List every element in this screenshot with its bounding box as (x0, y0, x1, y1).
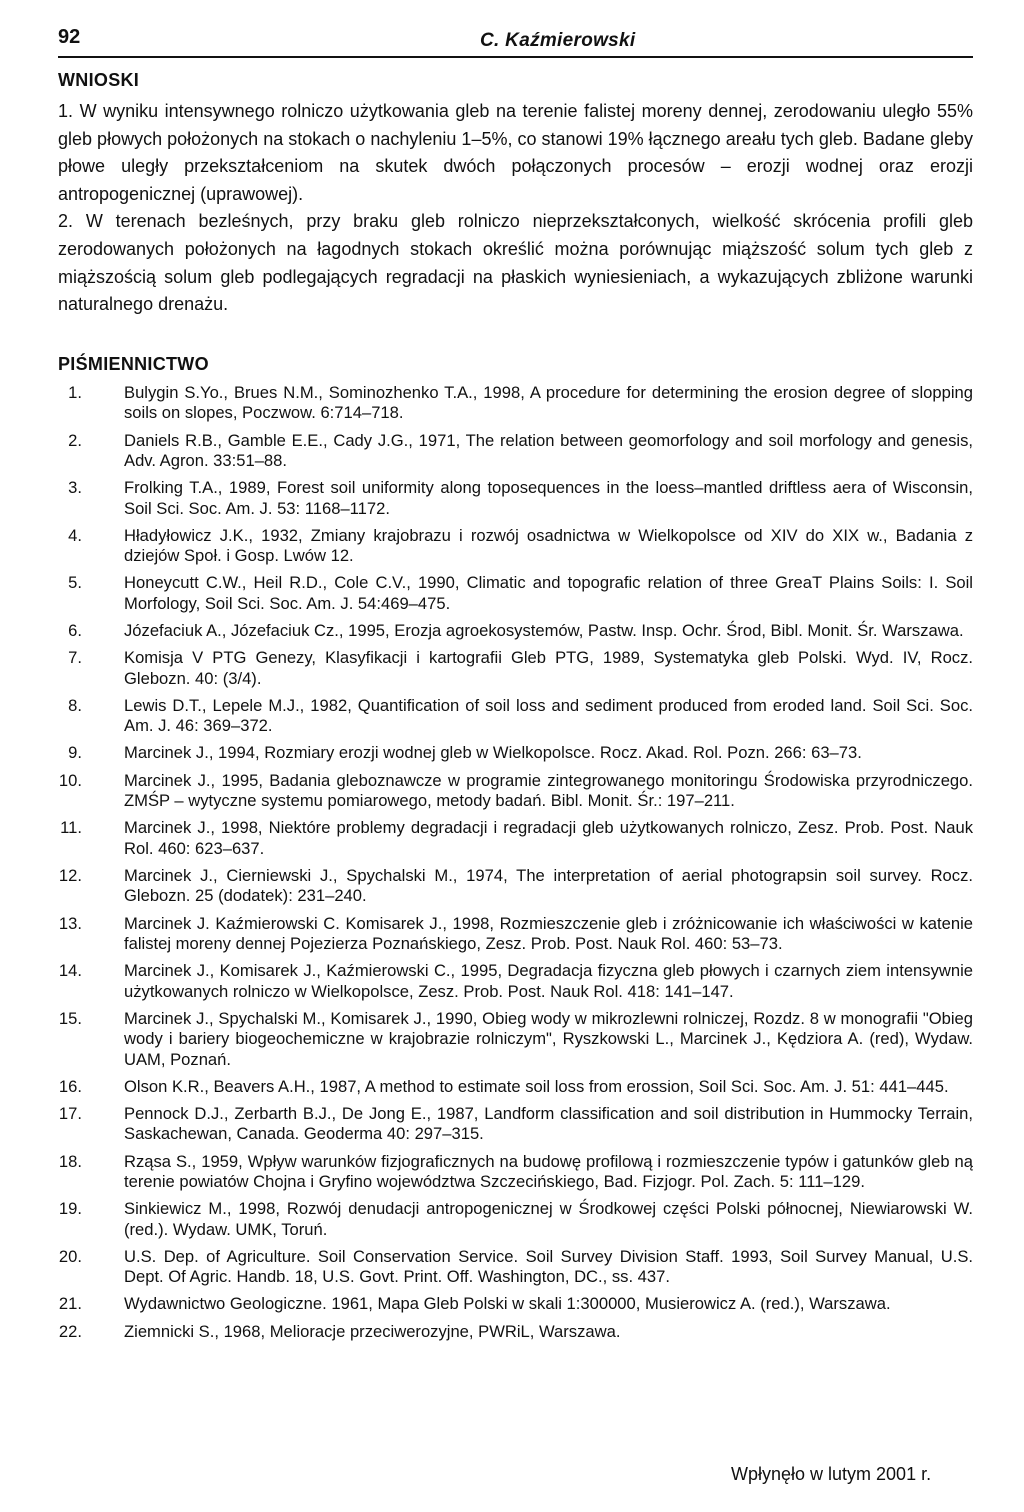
reference-number: 6. (68, 621, 82, 641)
conclusions-heading: WNIOSKI (58, 70, 140, 90)
reference-number: 13. (58, 913, 82, 933)
reference-text: Marcinek J. Kaźmierowski C. Komisarek J., 1998, Rozmieszczenie gleb i zróżnicowanie ich właściwości w katenie falistej moreny dennej Pojezierza Poznańskiego, Zesz. Prob. Post. Nauk Rol. 460: 53–73. (124, 913, 973, 953)
conclusion-number: 1. (58, 101, 74, 121)
reference-text: Lewis D.T., Lepele M.J., 1982, Quantification of soil loss and sediment produced from eroded land. Soil Sci. Soc. Am. J. 46: 369–372. (124, 695, 973, 736)
reference-item (58, 1104, 973, 1145)
conclusion-paragraph (58, 98, 973, 208)
reference-number: 18. (58, 1151, 82, 1171)
reference-number: 11. (60, 818, 82, 838)
reference-item (58, 1077, 973, 1097)
running-header (58, 22, 973, 58)
reference-item (58, 696, 973, 737)
reference-text: Wydawnictwo Geologiczne. 1961, Mapa Gleb Polski w skali 1:300000, Musierowicz A. (red.), Warszawa. (124, 1294, 891, 1314)
reference-text: Marcinek J., Spychalski M., Komisarek J., 1990, Obieg wody w mikrozlewni rolniczej, Rozdz. 8 w monografii "Obieg wody i bariery biogeochemiczne w krajobrazie rolniczym", Ryszkowski L., Marcinek J., Kędziora A. (red), Wydaw. UAM, Poznań. (124, 1008, 973, 1069)
reference-item (58, 526, 973, 567)
reference-number: 22. (58, 1321, 82, 1341)
reference-text: Marcinek J., 1998, Niektóre problemy degradacji i regradacji gleb użytkowanych rolniczo, Zesz. Prob. Post. Nauk Rol. 460: 623–637. (124, 818, 973, 858)
reference-number: 14. (58, 961, 82, 981)
reference-item (58, 1199, 973, 1240)
reference-item (58, 914, 973, 955)
conclusions-section (58, 98, 973, 319)
reference-number: 12. (58, 865, 82, 885)
reference-item (58, 573, 973, 614)
reference-item (58, 1247, 973, 1288)
reference-text: U.S. Dep. of Agriculture. Soil Conservation Service. Soil Survey Division Staff. 1993, Soil Survey Manual, U.S. Dept. Of Agric. Handb. 18, U.S. Govt. Print. Off. Washington, DC., ss. 437. (124, 1246, 973, 1287)
reference-text: Olson K.R., Beavers A.H., 1987, A method to estimate soil loss from erossion, Soil Sci. Soc. Am. J. 51: 441–445. (124, 1076, 949, 1096)
page-number: 92 (58, 26, 81, 48)
reference-item (58, 818, 973, 859)
reference-number: 5. (68, 573, 82, 593)
reference-number: 7. (68, 648, 82, 668)
reference-text: Honeycutt C.W., Heil R.D., Cole C.V., 1990, Climatic and topografic relation of three GreaT Plains Soils: I. Soil Morfology, Soil Sci. Soc. Am. J. 54:469–475. (124, 573, 973, 613)
reference-text: Pennock D.J., Zerbarth B.J., De Jong E., 1987, Landform classification and soil distribution in Hummocky Terrain, Saskachewan, Canada. Geoderma 40: 297–315. (124, 1103, 973, 1144)
reference-number: 4. (68, 525, 82, 545)
reference-number: 9. (68, 743, 82, 763)
reference-item (58, 1009, 973, 1070)
reference-number: 10. (58, 770, 82, 790)
reference-item (58, 771, 973, 812)
reference-number: 15. (58, 1008, 82, 1028)
reference-number: 1. (68, 383, 82, 402)
reference-text: Marcinek J., 1994, Rozmiary erozji wodnej gleb w Wielkopolsce. Rocz. Akad. Rol. Pozn. 266: 63–73. (124, 743, 862, 763)
reference-text: Marcinek J., Cierniewski J., Spychalski M., 1974, The interpretation of aerial photograpsin soil survey. Rocz. Glebozn. 25 (dodatek): 231–240. (124, 865, 973, 906)
reference-item (58, 648, 973, 689)
reference-item (58, 961, 973, 1002)
reference-item (58, 743, 973, 763)
conclusion-text: W wyniku intensywnego rolniczo użytkowania gleb na terenie falistej moreny dennej, zerodowaniu uległo 55% gleb płowych położonych na stokach o nachyleniu 1–5%, co stanowi 19% łącznego areału tych gleb. Badane gleby płowe uległy przekształceniom na skutek dwóch połączonych procesów – erozji wodnej oraz erozji antropogenicznej (uprawowej). (58, 101, 973, 204)
reference-item (58, 1152, 973, 1193)
reference-item (58, 431, 973, 472)
reference-number: 17. (58, 1103, 82, 1123)
running-header-author: C. Kaźmierowski (480, 30, 636, 51)
references-heading: PIŚMIENNICTWO (58, 354, 209, 374)
reference-text: Hładyłowicz J.K., 1932, Zmiany krajobrazu i rozwój osadnictwa w Wielkopolsce od XIV do XIX w., Badania z dziejów Społ. i Gosp. Lwów 12. (124, 525, 973, 566)
reference-item (58, 1322, 973, 1342)
conclusion-paragraph (58, 208, 973, 318)
conclusion-text: W terenach bezleśnych, przy braku gleb rolniczo nieprzekształconych, wielkość skrócenia profili gleb zerodowanych położonych na łagodnych stokach określić można porównując miąższość solum tych gleb z miąższością solum gleb podlegających regradacji na płaskich wyniesieniach, a wykazujących zbliżone warunki naturalnego drenażu. (58, 211, 973, 315)
reference-text: Rząsa S., 1959, Wpływ warunków fizjograficznych na budowę profilową i rozmieszczenie typów i gatunków gleb ną terenie powiatów Chojna i Gryfino województwa Szczecińskiego, Bad. Fizjogr. Pol. Zach. 5: 111–129. (124, 1151, 973, 1191)
reference-text: Daniels R.B., Gamble E.E., Cady J.G., 1971, The relation between geomorfology and soil morfology and genesis, Adv. Agron. 33:51–88. (124, 430, 973, 471)
reference-number: 19. (58, 1199, 82, 1219)
received-date-note: Wpłynęło w lutym 2001 r. (731, 1464, 932, 1484)
reference-number: 8. (68, 695, 82, 715)
reference-number: 3. (68, 478, 82, 498)
reference-text: Ziemnicki S., 1968, Melioracje przeciwerozyjne, PWRiL, Warszawa. (124, 1321, 621, 1341)
reference-text: Marcinek J., 1995, Badania gleboznawcze w programie zintegrowanego monitoringu Środowiska przyrodniczego. ZMŚP – wytyczne systemu pomiarowego, metody badań. Bibl. Monit. Śr.: 197–211. (124, 770, 973, 811)
reference-text: Bulygin S.Yo., Brues N.M., Sominozhenko T.A., 1998, A procedure for determining the erosion degree of slopping soils on slopes, Poczwow. 6:714–718. (124, 383, 973, 423)
reference-text: Marcinek J., Komisarek J., Kaźmierowski C., 1995, Degradacja fizyczna gleb płowych i czarnych ziem intensywnie użytkowanych rolniczo w Wielkopolsce, Zesz. Prob. Post. Nauk Rol. 418: 141–147. (124, 961, 973, 1001)
reference-item (58, 866, 973, 907)
reference-item (58, 1294, 973, 1314)
reference-text: Józefaciuk A., Józefaciuk Cz., 1995, Erozja agroekosystemów, Pastw. Insp. Ochr. Środ, Bibl. Monit. Śr. Warszawa. (124, 621, 964, 641)
reference-item (58, 478, 973, 519)
reference-text: Frolking T.A., 1989, Forest soil uniformity along toposequences in the loess–mantled driftless aera of Wisconsin, Soil Sci. Soc. Am. J. 53: 1168–1172. (124, 478, 973, 518)
reference-text: Sinkiewicz M., 1998, Rozwój denudacji antropogenicznej w Środkowej części Polski północnej, Niewiarowski W. (red.). Wydaw. UMK, Toruń. (124, 1199, 973, 1239)
reference-item (58, 621, 973, 641)
reference-number: 16. (58, 1076, 82, 1096)
conclusion-number: 2. (58, 211, 74, 232)
reference-number: 21. (58, 1294, 82, 1314)
reference-list (58, 383, 973, 1349)
reference-item (58, 383, 973, 424)
reference-number: 20. (58, 1246, 82, 1266)
reference-text: Komisja V PTG Genezy, Klasyfikacji i kartografii Gleb PTG, 1989, Systematyka gleb Polski. Wyd. IV, Rocz. Glebozn. 40: (3/4). (124, 648, 973, 688)
reference-number: 2. (68, 430, 82, 450)
